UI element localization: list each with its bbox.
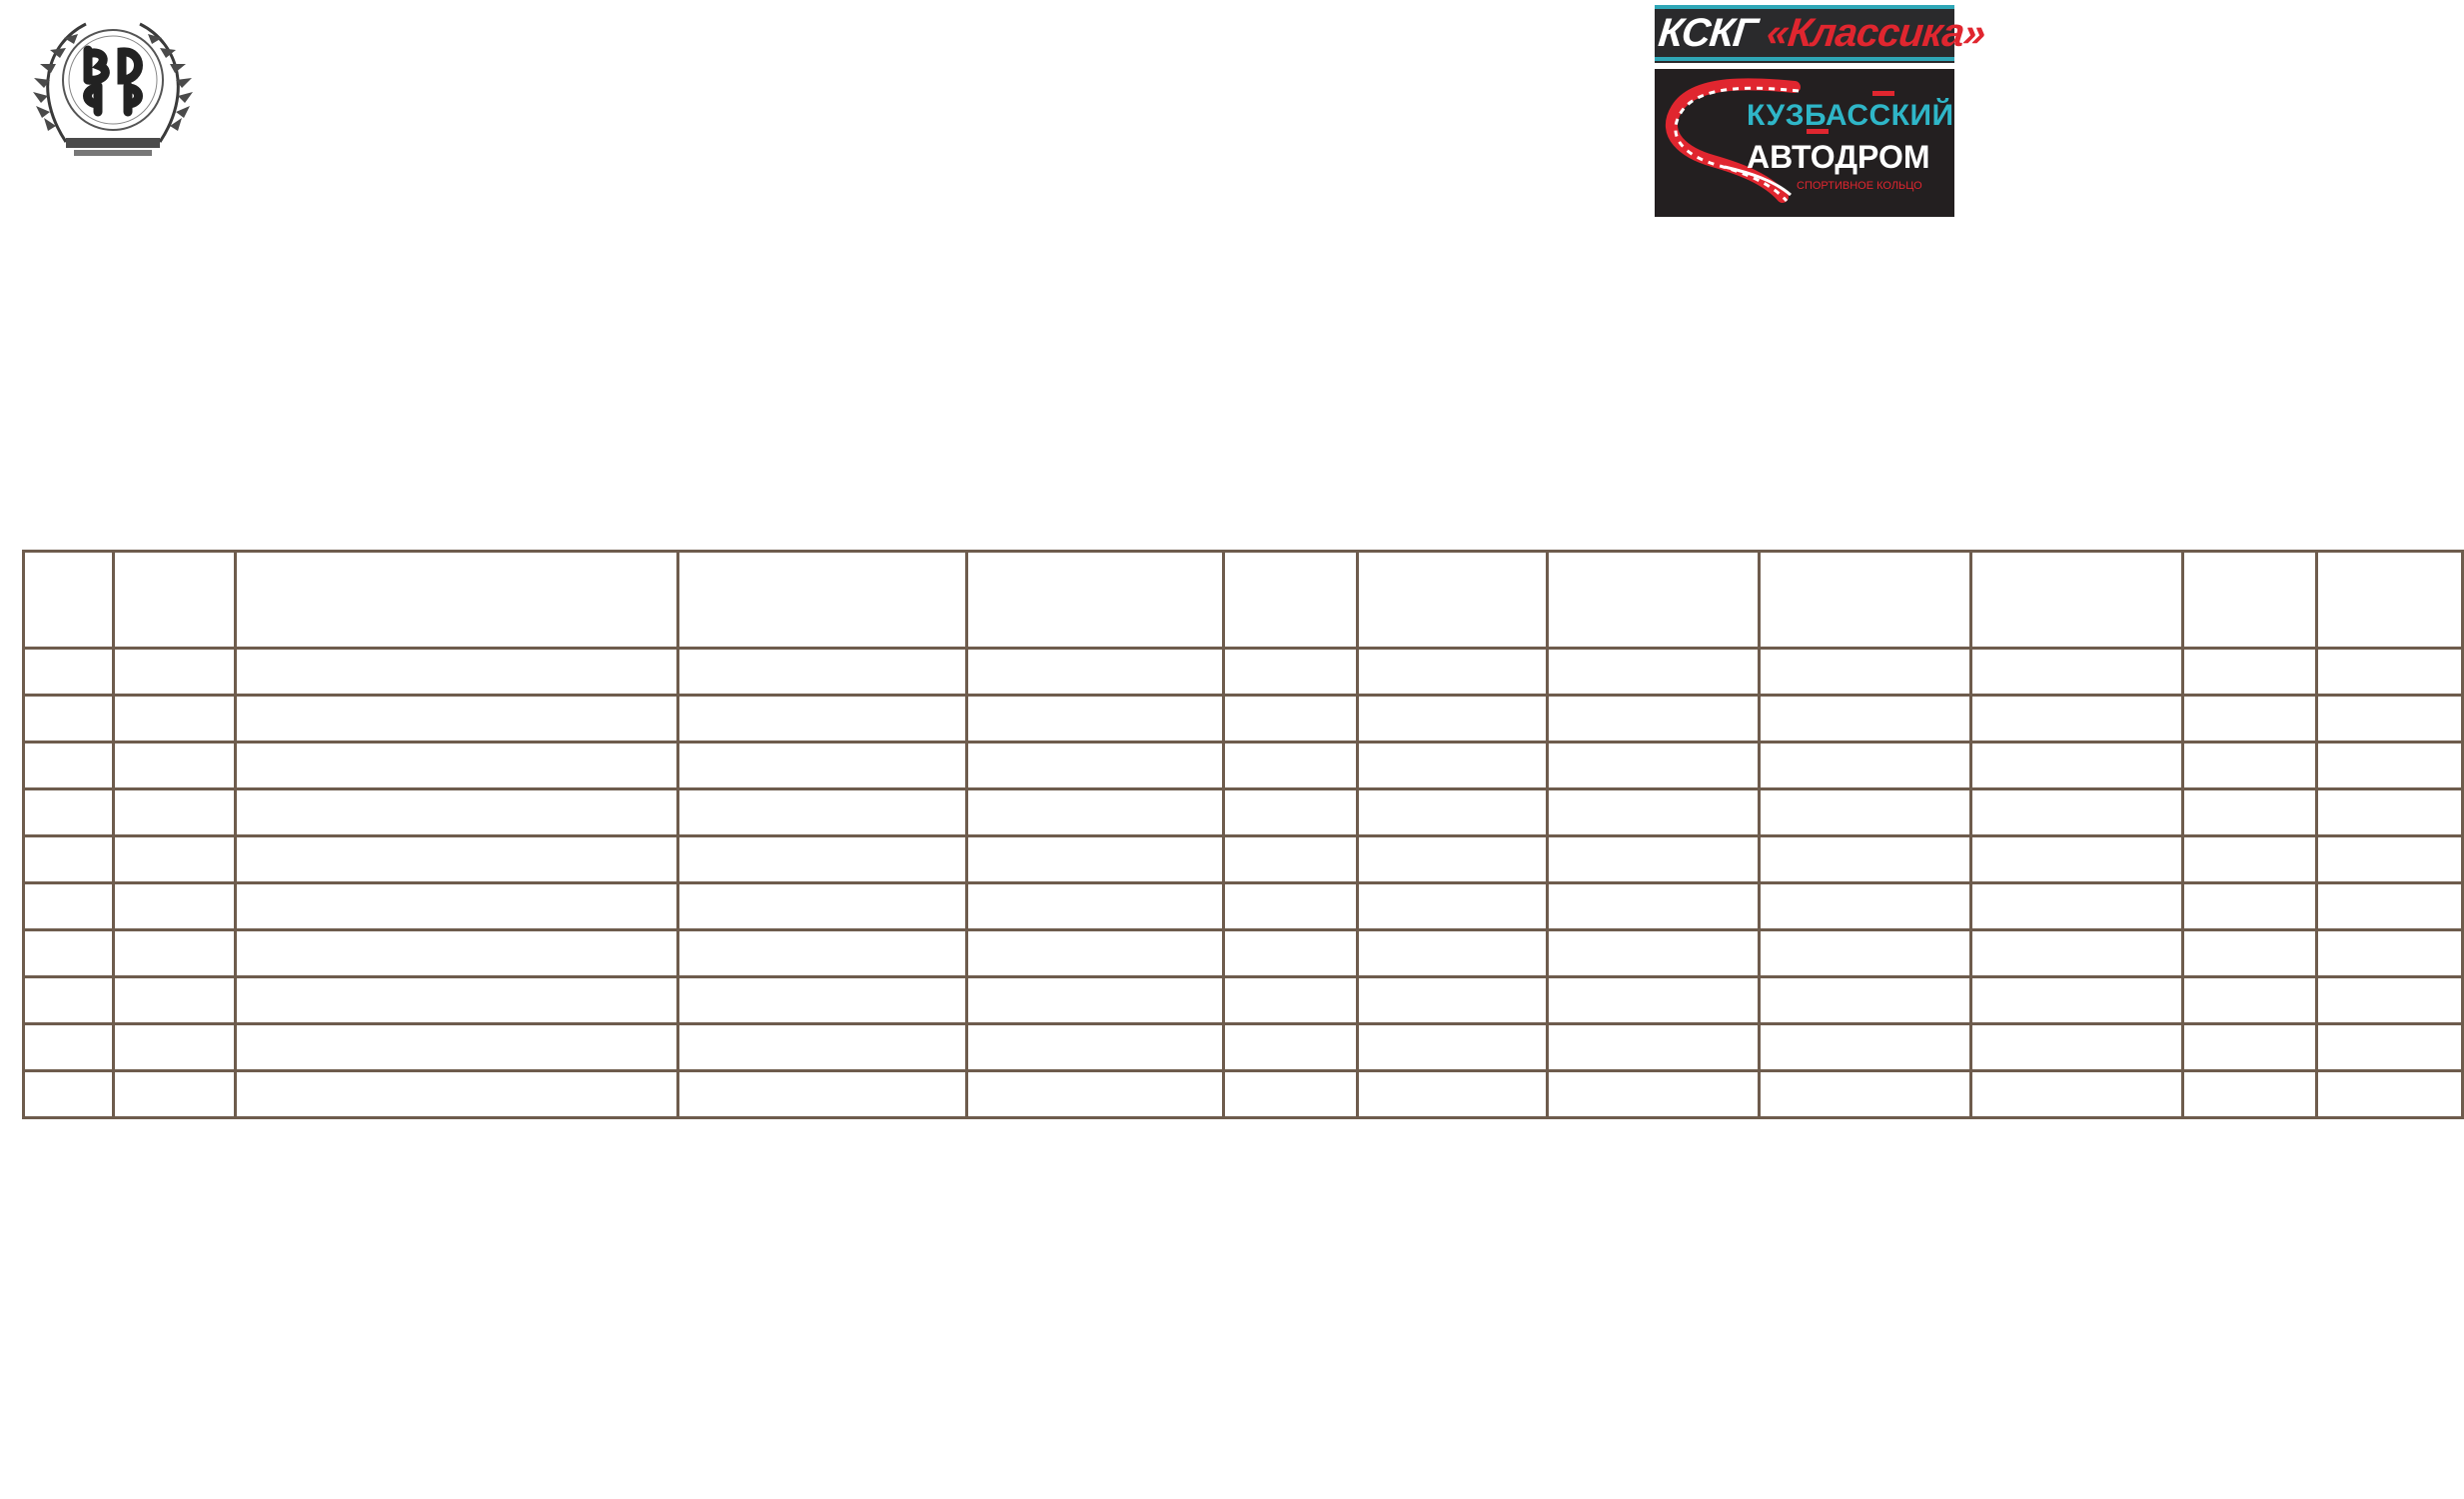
organization-emblem xyxy=(26,14,200,164)
table-cell xyxy=(1760,930,1971,977)
table-cell xyxy=(114,1071,236,1118)
table-row xyxy=(24,977,2463,1024)
table-cell xyxy=(1548,743,1760,789)
table-cell xyxy=(2183,836,2317,883)
table-cell xyxy=(678,836,967,883)
table-cell xyxy=(1548,649,1760,696)
table-cell xyxy=(1358,836,1548,883)
table-cell xyxy=(236,696,678,743)
table-cell xyxy=(1971,696,2183,743)
table-cell xyxy=(1224,1024,1358,1071)
table-cell xyxy=(678,789,967,836)
header-cell xyxy=(967,552,1224,649)
table-cell xyxy=(2183,1071,2317,1118)
table-cell xyxy=(1548,1071,1760,1118)
table-cell xyxy=(1358,930,1548,977)
logo-top-text-part1: КСКГ xyxy=(1656,11,1770,55)
table-header-row xyxy=(24,552,2463,649)
table-cell xyxy=(1358,743,1548,789)
table-cell xyxy=(114,696,236,743)
table-cell xyxy=(678,743,967,789)
table-cell xyxy=(1224,977,1358,1024)
table-cell xyxy=(114,649,236,696)
table-cell xyxy=(1548,883,1760,930)
table-cell xyxy=(967,1071,1224,1118)
table-cell xyxy=(1760,743,1971,789)
table-cell xyxy=(1548,789,1760,836)
table-cell xyxy=(967,836,1224,883)
table-cell xyxy=(114,883,236,930)
table-cell xyxy=(1971,1071,2183,1118)
table-cell xyxy=(1971,649,2183,696)
table-cell xyxy=(678,1024,967,1071)
table-row xyxy=(24,649,2463,696)
table-cell xyxy=(967,696,1224,743)
table-cell xyxy=(114,743,236,789)
header-cell xyxy=(114,552,236,649)
table-cell xyxy=(236,883,678,930)
header-cell xyxy=(1358,552,1548,649)
table-cell xyxy=(678,977,967,1024)
table-cell xyxy=(1358,1071,1548,1118)
table-cell xyxy=(236,1071,678,1118)
table-cell xyxy=(1971,883,2183,930)
table-cell xyxy=(1224,930,1358,977)
table-cell xyxy=(1971,1024,2183,1071)
table-cell xyxy=(1760,1024,1971,1071)
table-cell xyxy=(236,743,678,789)
results-table xyxy=(22,550,2464,1119)
table-cell xyxy=(2183,696,2317,743)
table-cell xyxy=(1224,836,1358,883)
table-cell xyxy=(967,930,1224,977)
logo-top-text xyxy=(1656,9,1986,57)
table-cell xyxy=(2317,789,2463,836)
table-cell xyxy=(1971,789,2183,836)
header-cell xyxy=(1548,552,1760,649)
table-cell xyxy=(967,789,1224,836)
table-cell xyxy=(114,930,236,977)
table-cell xyxy=(24,1024,114,1071)
table-cell xyxy=(1760,1071,1971,1118)
table-cell xyxy=(967,743,1224,789)
table-cell xyxy=(114,789,236,836)
table-cell xyxy=(2317,696,2463,743)
table-cell xyxy=(24,696,114,743)
table-cell xyxy=(1224,649,1358,696)
table-cell xyxy=(236,649,678,696)
table-cell xyxy=(24,883,114,930)
emblem-wreath-icon xyxy=(26,14,200,164)
table-cell xyxy=(1760,649,1971,696)
table-cell xyxy=(1358,883,1548,930)
table-cell xyxy=(2317,883,2463,930)
table-row xyxy=(24,836,2463,883)
header-cell xyxy=(2317,552,2463,649)
table-cell xyxy=(678,696,967,743)
table-cell xyxy=(2183,977,2317,1024)
table-cell xyxy=(678,1071,967,1118)
header-cell xyxy=(2183,552,2317,649)
table-cell xyxy=(2317,743,2463,789)
logo-line-kuzbass: КУЗБАССКИЙ xyxy=(1747,99,1954,132)
table-cell xyxy=(1971,743,2183,789)
table-cell xyxy=(1358,649,1548,696)
table-cell xyxy=(1224,883,1358,930)
table-cell xyxy=(678,649,967,696)
logo-top-text-part2: «Классика» xyxy=(1764,11,1987,55)
table-row xyxy=(24,789,2463,836)
logo-top-banner xyxy=(1655,5,1987,63)
table-cell xyxy=(2183,930,2317,977)
table-cell xyxy=(2183,649,2317,696)
table-cell xyxy=(2183,789,2317,836)
table-cell xyxy=(1548,1024,1760,1071)
table-cell xyxy=(1548,696,1760,743)
table-cell xyxy=(2317,930,2463,977)
table-cell xyxy=(2317,977,2463,1024)
table-cell xyxy=(1760,883,1971,930)
table-cell xyxy=(1548,836,1760,883)
header-cell xyxy=(1224,552,1358,649)
table-cell xyxy=(24,930,114,977)
table-cell xyxy=(24,977,114,1024)
table-cell xyxy=(24,1071,114,1118)
table-row xyxy=(24,1071,2463,1118)
header-cell xyxy=(1760,552,1971,649)
table-cell xyxy=(1358,977,1548,1024)
table-cell xyxy=(678,883,967,930)
table-row xyxy=(24,930,2463,977)
table-cell xyxy=(967,649,1224,696)
table-row xyxy=(24,743,2463,789)
kuzbass-autodrome-logo xyxy=(1655,5,1987,217)
table-cell xyxy=(1760,696,1971,743)
table-cell xyxy=(1224,789,1358,836)
table-cell xyxy=(114,836,236,883)
header-cell xyxy=(1971,552,2183,649)
logo-line-subtitle: СПОРТИВНОЕ КОЛЬЦО xyxy=(1797,180,1922,192)
table-cell xyxy=(2183,1024,2317,1071)
header-cell xyxy=(24,552,114,649)
header-cell xyxy=(236,552,678,649)
table-cell xyxy=(1358,789,1548,836)
table-cell xyxy=(2183,883,2317,930)
table-cell xyxy=(967,883,1224,930)
table-cell xyxy=(967,1024,1224,1071)
table-cell xyxy=(1224,743,1358,789)
table-cell xyxy=(1971,930,2183,977)
table-cell xyxy=(1760,789,1971,836)
table-row xyxy=(24,1024,2463,1071)
table-cell xyxy=(1971,977,2183,1024)
table-row xyxy=(24,883,2463,930)
table-cell xyxy=(1358,1024,1548,1071)
logo-stripe xyxy=(1655,57,1954,61)
header-cell xyxy=(678,552,967,649)
table-cell xyxy=(967,977,1224,1024)
table-cell xyxy=(2317,1071,2463,1118)
table-cell xyxy=(236,1024,678,1071)
table-cell xyxy=(114,1024,236,1071)
table-cell xyxy=(114,977,236,1024)
table-cell xyxy=(1971,836,2183,883)
table-cell xyxy=(24,836,114,883)
table-cell xyxy=(24,649,114,696)
table-cell xyxy=(1548,930,1760,977)
table-cell xyxy=(1224,1071,1358,1118)
table-cell xyxy=(1358,696,1548,743)
table-cell xyxy=(2183,743,2317,789)
table-cell xyxy=(1224,696,1358,743)
table-cell xyxy=(24,789,114,836)
table-cell xyxy=(24,743,114,789)
logo-line-autodrome: АВТОДРОМ xyxy=(1747,139,1930,175)
table-cell xyxy=(236,930,678,977)
table-cell xyxy=(2317,836,2463,883)
table-cell xyxy=(236,836,678,883)
logo-bottom-panel xyxy=(1655,69,1954,217)
table-cell xyxy=(236,789,678,836)
table-cell xyxy=(1548,977,1760,1024)
table-cell xyxy=(236,977,678,1024)
table-row xyxy=(24,696,2463,743)
table-cell xyxy=(2317,649,2463,696)
table-cell xyxy=(1760,977,1971,1024)
table-cell xyxy=(1760,836,1971,883)
table-cell xyxy=(678,930,967,977)
table-cell xyxy=(2317,1024,2463,1071)
